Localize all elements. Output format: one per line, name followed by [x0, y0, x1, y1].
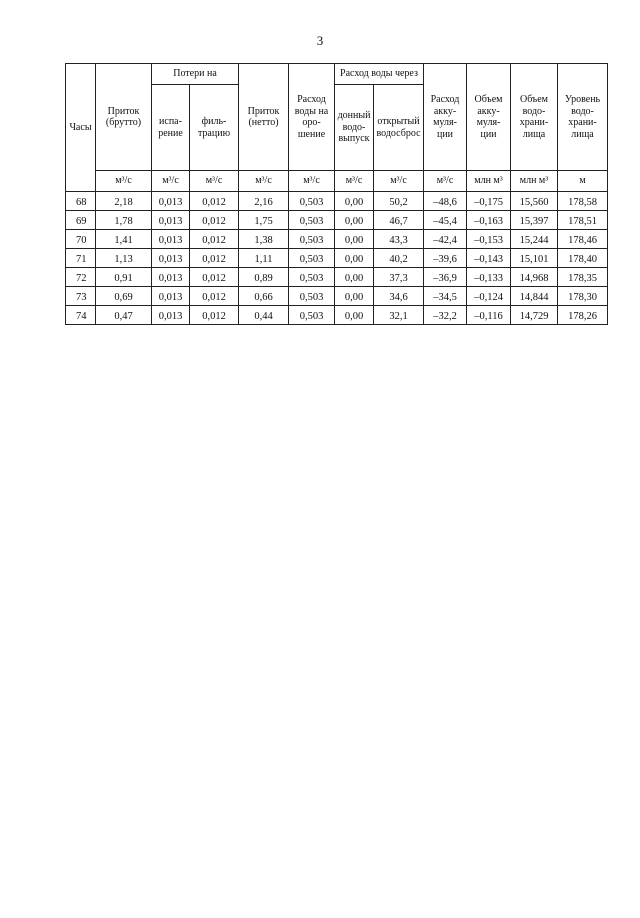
header-discharge-group: Расход воды через — [335, 64, 424, 85]
cell: –34,5 — [424, 287, 467, 306]
cell: 0,503 — [289, 287, 335, 306]
cell: 34,6 — [374, 287, 424, 306]
cell-hour: 73 — [66, 287, 96, 306]
cell: 178,40 — [558, 249, 608, 268]
cell: 0,89 — [239, 268, 289, 287]
unit-irrigation: м³/с — [289, 171, 335, 192]
cell-hour: 69 — [66, 211, 96, 230]
unit-accumulation-volume: млн м³ — [467, 171, 511, 192]
cell: –0,133 — [467, 268, 511, 287]
unit-reservoir-volume: млн м³ — [511, 171, 558, 192]
table-row — [66, 249, 608, 268]
cell: 0,69 — [96, 287, 152, 306]
cell: 0,503 — [289, 306, 335, 325]
header-inflow-net: Приток (нетто) — [239, 64, 289, 171]
cell: –42,4 — [424, 230, 467, 249]
cell: 0,00 — [335, 287, 374, 306]
cell: 178,26 — [558, 306, 608, 325]
cell: 0,503 — [289, 192, 335, 211]
cell: 178,35 — [558, 268, 608, 287]
cell: 0,013 — [152, 268, 190, 287]
cell: 43,3 — [374, 230, 424, 249]
header-reservoir-volume: Объем водо- храни- лища — [511, 64, 558, 171]
unit-evaporation: м³/с — [152, 171, 190, 192]
header-evaporation: испа- рение — [152, 85, 190, 171]
cell: 1,41 — [96, 230, 152, 249]
unit-open-spillway: м³/с — [374, 171, 424, 192]
cell: 0,013 — [152, 211, 190, 230]
cell: 32,1 — [374, 306, 424, 325]
header-hours: Часы — [66, 64, 96, 192]
table-row — [66, 306, 608, 325]
cell: 1,13 — [96, 249, 152, 268]
cell: 0,91 — [96, 268, 152, 287]
cell-hour: 71 — [66, 249, 96, 268]
cell: 0,012 — [190, 249, 239, 268]
header-bottom-outlet: донный водо- выпуск — [335, 85, 374, 171]
cell: 15,560 — [511, 192, 558, 211]
header-inflow-gross: Приток (брутто) — [96, 64, 152, 171]
cell: 0,00 — [335, 249, 374, 268]
cell: –36,9 — [424, 268, 467, 287]
table-row — [66, 268, 608, 287]
cell: 40,2 — [374, 249, 424, 268]
header-accumulation-flow: Расход акку- муля- ции — [424, 64, 467, 171]
cell: 15,101 — [511, 249, 558, 268]
cell: 178,46 — [558, 230, 608, 249]
cell: 0,013 — [152, 287, 190, 306]
cell-hour: 68 — [66, 192, 96, 211]
cell-hour: 72 — [66, 268, 96, 287]
cell: 0,012 — [190, 287, 239, 306]
header-filtration: филь- трацию — [190, 85, 239, 171]
header-accumulation-volume: Объем акку- муля- ции — [467, 64, 511, 171]
cell-hour: 70 — [66, 230, 96, 249]
cell: –0,116 — [467, 306, 511, 325]
cell: –0,163 — [467, 211, 511, 230]
cell: 37,3 — [374, 268, 424, 287]
cell: 0,00 — [335, 230, 374, 249]
unit-reservoir-level: м — [558, 171, 608, 192]
cell: 0,013 — [152, 230, 190, 249]
cell: 1,75 — [239, 211, 289, 230]
unit-inflow-gross: м³/с — [96, 171, 152, 192]
unit-bottom-outlet: м³/с — [335, 171, 374, 192]
header-losses-group: Потери на — [152, 64, 239, 85]
cell: –48,6 — [424, 192, 467, 211]
cell: 0,012 — [190, 211, 239, 230]
cell: 0,012 — [190, 230, 239, 249]
cell: 14,729 — [511, 306, 558, 325]
cell: –39,6 — [424, 249, 467, 268]
cell: 2,16 — [239, 192, 289, 211]
cell: 178,51 — [558, 211, 608, 230]
cell: 0,013 — [152, 306, 190, 325]
cell: 0,00 — [335, 192, 374, 211]
cell: 0,503 — [289, 230, 335, 249]
cell: 50,2 — [374, 192, 424, 211]
cell: 0,44 — [239, 306, 289, 325]
cell: –0,143 — [467, 249, 511, 268]
cell: 0,012 — [190, 306, 239, 325]
cell: 15,244 — [511, 230, 558, 249]
cell: 178,30 — [558, 287, 608, 306]
table-row — [66, 230, 608, 249]
cell: 1,11 — [239, 249, 289, 268]
unit-filtration: м³/с — [190, 171, 239, 192]
header-open-spillway: открытый водосброс — [374, 85, 424, 171]
cell: 1,38 — [239, 230, 289, 249]
cell: 0,00 — [335, 211, 374, 230]
cell: 178,58 — [558, 192, 608, 211]
cell: 0,013 — [152, 249, 190, 268]
cell-hour: 74 — [66, 306, 96, 325]
cell: 0,013 — [152, 192, 190, 211]
cell: 14,968 — [511, 268, 558, 287]
cell: 0,503 — [289, 211, 335, 230]
cell: –32,2 — [424, 306, 467, 325]
cell: 1,78 — [96, 211, 152, 230]
cell: –0,175 — [467, 192, 511, 211]
cell: 0,00 — [335, 268, 374, 287]
cell: 46,7 — [374, 211, 424, 230]
table-row — [66, 287, 608, 306]
table-row — [66, 192, 608, 211]
cell: 2,18 — [96, 192, 152, 211]
cell: 0,503 — [289, 249, 335, 268]
cell: –45,4 — [424, 211, 467, 230]
cell: 0,012 — [190, 268, 239, 287]
header-irrigation: Расход воды на оро- шение — [289, 64, 335, 171]
header-reservoir-level: Уровень водо- храни- лища — [558, 64, 608, 171]
cell: 15,397 — [511, 211, 558, 230]
cell: 0,503 — [289, 268, 335, 287]
cell: –0,153 — [467, 230, 511, 249]
cell: 0,66 — [239, 287, 289, 306]
reservoir-table — [65, 63, 608, 325]
cell: 14,844 — [511, 287, 558, 306]
cell: 0,00 — [335, 306, 374, 325]
unit-inflow-net: м³/с — [239, 171, 289, 192]
cell: 0,47 — [96, 306, 152, 325]
cell: 0,012 — [190, 192, 239, 211]
table-row — [66, 211, 608, 230]
cell: –0,124 — [467, 287, 511, 306]
unit-accumulation-flow: м³/с — [424, 171, 467, 192]
page-number: 3 — [316, 33, 324, 48]
